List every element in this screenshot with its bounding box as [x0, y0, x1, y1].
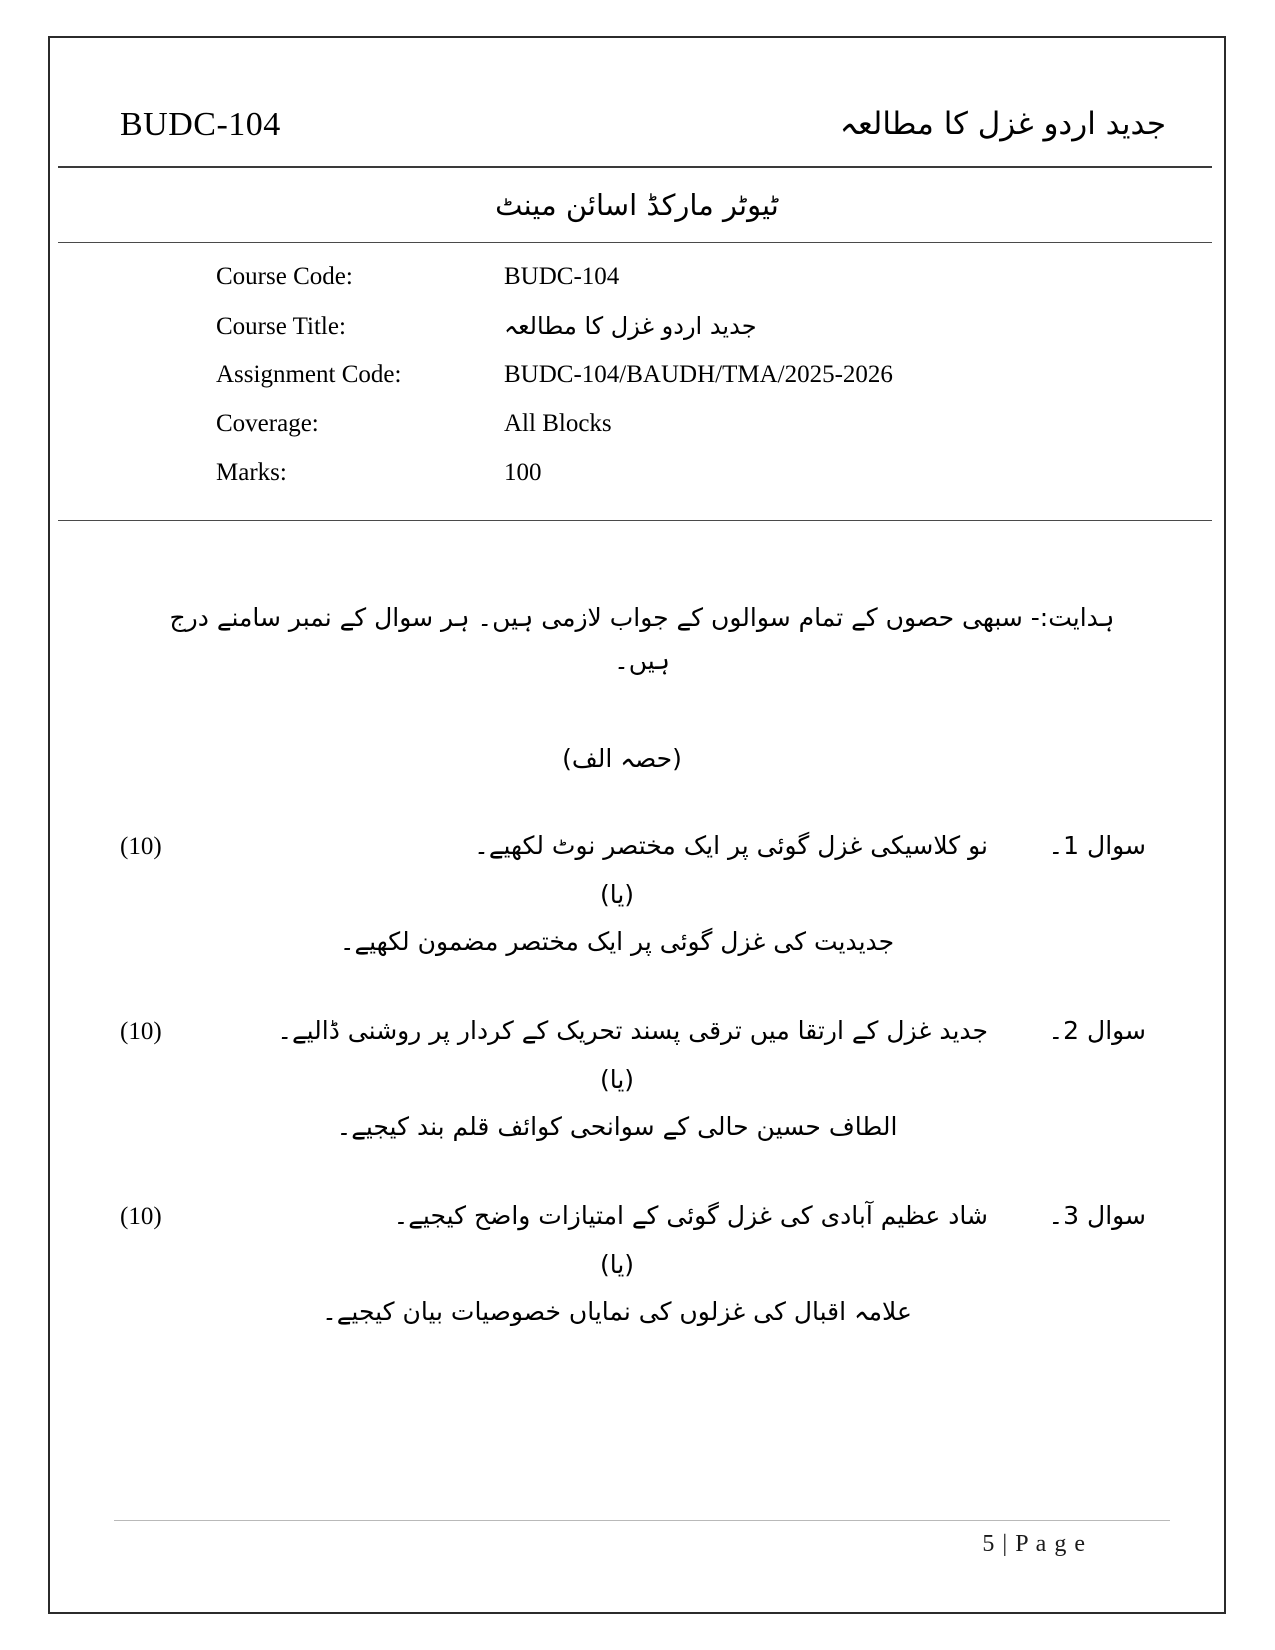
question-2-alternative: الطاف حسین حالی کے سوانحی کوائف قلم بند کیجیے۔ — [336, 1112, 898, 1141]
info-label-marks: Marks: — [216, 459, 287, 486]
question-3-or-label: (یا) — [599, 1249, 635, 1279]
course-info-table — [48, 259, 1226, 520]
assignment-type-title: ٹیوٹر مارکڈ اسائن مینٹ — [495, 187, 779, 222]
question-3-number: سوال 3۔ — [1048, 1200, 1146, 1230]
footer-divider — [114, 1520, 1170, 1521]
info-label-course-title: Course Title: — [216, 313, 346, 340]
question-3-alternative: علامہ اقبال کی غزلوں کی نمایاں خصوصیات بیان کیجیے۔ — [322, 1296, 912, 1326]
table-row — [216, 263, 1226, 312]
info-value-coverage: All Blocks — [504, 410, 612, 437]
table-row — [216, 459, 1226, 508]
question-2-line — [114, 1010, 1160, 1051]
section-heading-part-a: (حصہ الف) — [562, 744, 682, 773]
page-content — [48, 36, 1226, 1614]
instruction-text: ہدایت:- سبھی حصوں کے تمام سوالوں کے جواب لازمی ہیں۔ ہر سوال کے نمبر سامنے درج ہیں۔ — [169, 603, 1115, 675]
question-paper-body — [48, 597, 1226, 1333]
question-1-alternative: جدیدیت کی غزل گوئی پر ایک مختصر مضمون لکھیے۔ — [339, 927, 895, 957]
header-course-code: BUDC-104 — [120, 106, 281, 143]
info-label-coverage: Coverage: — [216, 410, 319, 437]
question-block-1 — [114, 825, 1160, 964]
question-1-or-label: (یا) — [599, 880, 635, 910]
question-3-marks: (10) — [120, 1202, 162, 1230]
info-table-divider — [58, 520, 1212, 521]
question-1-marks: (10) — [120, 833, 162, 860]
question-2-marks: (10) — [120, 1017, 162, 1045]
page-footer — [114, 1520, 1170, 1558]
question-block-2 — [114, 1010, 1160, 1149]
info-label-course-code: Course Code: — [216, 263, 353, 290]
question-1-number: سوال 1۔ — [1048, 831, 1146, 860]
assignment-type-row — [48, 168, 1226, 242]
question-2-number: سوال 2۔ — [1048, 1015, 1146, 1045]
info-label-assignment-code: Assignment Code: — [216, 361, 402, 388]
question-2-or-label: (یا) — [599, 1065, 635, 1094]
question-3-text: شاد عظیم آبادی کی غزل گوئی کے امتیازات واضح کیجیے۔ — [393, 1200, 988, 1230]
table-row — [216, 361, 1226, 410]
question-1-line — [114, 825, 1160, 866]
table-row — [216, 312, 1226, 361]
info-value-course-title: جدید اردو غزل کا مطالعہ — [504, 312, 757, 340]
question-2-text: جدید غزل کے ارتقا میں ترقی پسند تحریک کے کردار پر روشنی ڈالیے۔ — [277, 1015, 988, 1045]
footer-page-number: 5 | P a g e — [982, 1531, 1086, 1557]
header-course-title-urdu: جدید اردو غزل کا مطالعہ — [839, 106, 1166, 143]
table-row — [216, 410, 1226, 459]
header-divider-bottom — [58, 242, 1212, 243]
question-1-text: نو کلاسیکی غزل گوئی پر ایک مختصر نوٹ لکھیے۔ — [474, 831, 988, 860]
document-header — [48, 84, 1226, 166]
question-block-3 — [114, 1195, 1160, 1334]
question-3-line — [114, 1195, 1160, 1236]
info-value-marks: 100 — [504, 459, 542, 486]
info-value-course-code: BUDC-104 — [504, 263, 620, 290]
info-value-assignment-code: BUDC-104/BAUDH/TMA/2025-2026 — [504, 361, 893, 388]
